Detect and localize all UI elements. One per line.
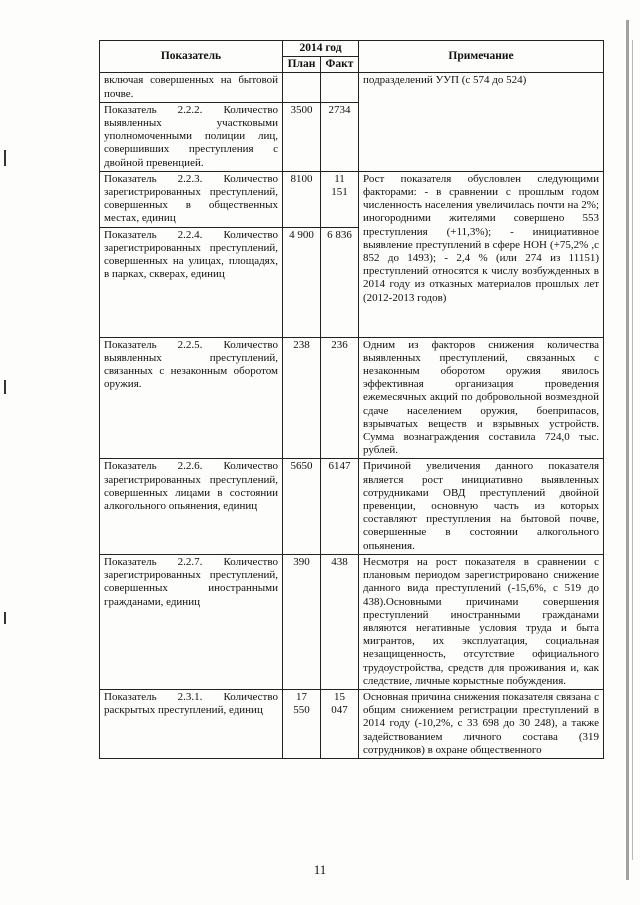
note-cell: подразделений УУП (с 574 до 524) — [359, 73, 604, 171]
page-number: 11 — [313, 862, 327, 877]
plan-cell: 8100 — [283, 171, 321, 227]
report-table — [99, 40, 604, 759]
table-row — [100, 337, 604, 459]
plan-cell: 238 — [283, 337, 321, 459]
indicator-cell: Показатель 2.2.2. Количество выявленных участковыми уполномоченными полиции лиц, совершивших преступления с двойной превенцией. — [100, 102, 283, 171]
table-row — [100, 689, 604, 758]
fact-cell: 11 151 — [321, 171, 359, 227]
indicator-cell: Показатель 2.2.7. Количество зарегистрированных преступлений, совершенных иностранными гражданами, единиц — [100, 554, 283, 689]
note-cell: Причиной увеличения данного показателя является рост инициативно выявленных сотрудниками ОВД преступлений двойной превенции, основную часть из которых составляют преступления на бытовой почве, совершенные в состоянии алкогольного опьянения. — [359, 459, 604, 554]
header-note: Примечание — [359, 41, 604, 73]
indicator-cell: Показатель 2.2.5. Количество выявленных преступлений, связанных с незаконным оборотом оружия. — [100, 337, 283, 459]
fact-cell: 15 047 — [321, 689, 359, 758]
header-indicator: Показатель — [100, 41, 283, 73]
header-fact: Факт — [321, 57, 359, 73]
plan-cell: 4 900 — [283, 227, 321, 337]
scan-artifact-right — [632, 40, 633, 860]
note-cell: Основная причина снижения показателя связана с общим снижением регистрации преступлений в 2014 году (-10,2%, с 33 698 до 30 248), а также задействованием личного состава (319 сотрудников) в охране общественного — [359, 689, 604, 758]
header-year: 2014 год — [283, 41, 359, 57]
indicator-cell: Показатель 2.2.4. Количество зарегистрированных преступлений, совершенных на улицах, площадях, в парках, скверах, единиц — [100, 227, 283, 337]
note-cell: Одним из факторов снижения количества выявленных преступлений, связанных с незаконным оборотом оружия явилось эффективная организация проведения ежемесячных акций по добровольной возмездной сдаче населением оружия, боеприпасов, взрывчатых веществ и взрывных устройств. Сумма вознаграждения составила 724,0 тыс. рублей. — [359, 337, 604, 459]
table-row — [100, 73, 604, 102]
plan-cell: 390 — [283, 554, 321, 689]
indicator-cell: Показатель 2.2.6. Количество зарегистрированных преступлений, совершенных лицами в состоянии алкогольного опьянения, единиц — [100, 459, 283, 554]
table-row — [100, 171, 604, 227]
fact-cell: 438 — [321, 554, 359, 689]
indicator-cell: включая совершенных на бытовой почве. — [100, 73, 283, 102]
indicator-cell: Показатель 2.3.1. Количество раскрытых преступлений, единиц — [100, 689, 283, 758]
fact-cell: 6 836 — [321, 227, 359, 337]
header-row — [100, 41, 604, 57]
plan-cell: 17 550 — [283, 689, 321, 758]
fact-cell: 2734 — [321, 102, 359, 171]
header-plan: План — [283, 57, 321, 73]
scan-artifact-left — [4, 150, 6, 166]
plan-cell: 5650 — [283, 459, 321, 554]
plan-cell — [283, 73, 321, 102]
plan-cell: 3500 — [283, 102, 321, 171]
scan-artifact-right — [626, 20, 629, 880]
scan-artifact-left — [4, 612, 6, 624]
table-row — [100, 554, 604, 689]
scan-artifact-left — [4, 380, 6, 394]
fact-cell — [321, 73, 359, 102]
indicator-cell: Показатель 2.2.3. Количество зарегистрированных преступлений, совершенных в общественных местах, единиц — [100, 171, 283, 227]
note-cell: Несмотря на рост показателя в сравнении с плановым периодом зарегистрировано снижение данного вида преступлений (-15,6%, с 519 до 438).Основными причинами совершения преступлений иностранными гражданами являются негативные условия труда и быта мигрантов, их эксплуатация, социальная незащищенность, отсутствие официального трудоустройства, средств для проживания и, как следствие, личные корыстные побуждения. — [359, 554, 604, 689]
note-cell: Рост показателя обусловлен следующими факторами: - в сравнении с прошлым годом численность населения увеличилась почти на 2%; иногородними жителями совершено 553 преступления (+11,3%); - инициативное выявление преступлений в сфере НОН (+75,2% ,с 852 до 1493); - 2,4 % (или 274 из 11151) преступлений относятся к числу возбужденных в 2014 году из отказных материалов прошлых лет (2012-2013 годов) — [359, 171, 604, 337]
table-row — [100, 459, 604, 554]
fact-cell: 236 — [321, 337, 359, 459]
fact-cell: 6147 — [321, 459, 359, 554]
